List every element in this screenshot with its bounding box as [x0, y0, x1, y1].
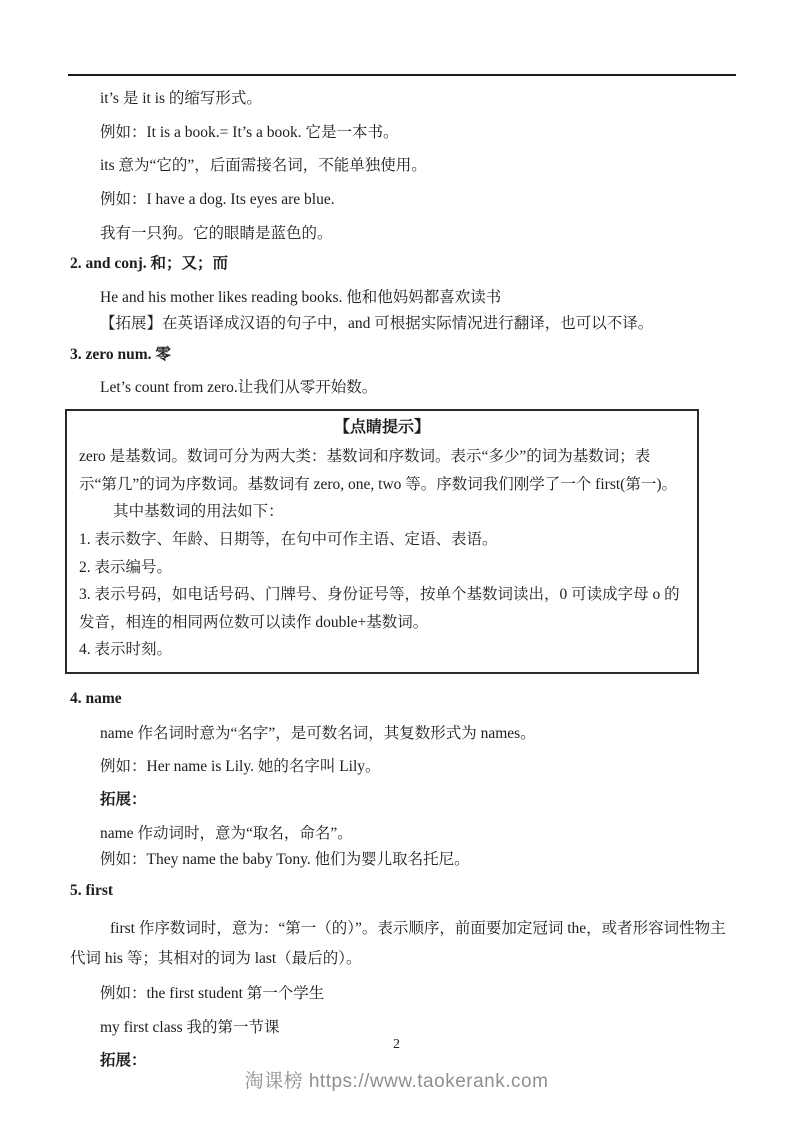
- tip-box-item-4: 4. 表示时刻。: [79, 641, 173, 659]
- paragraph-zero-example: Let’s count from zero.让我们从零开始数。: [100, 379, 378, 397]
- paragraph-its-possessive: its 意为“它的”，后面需接名词，不能单独使用。: [100, 157, 427, 175]
- paragraph-and-example: He and his mother likes reading books. 他和他妈妈都喜欢读书: [100, 289, 502, 307]
- section-heading-and: 2. and conj. 和；又；而: [70, 255, 229, 273]
- paragraph-example-dog: 例如：I have a dog. Its eyes are blue.: [100, 191, 335, 209]
- document-content: [70, 88, 730, 1084]
- section-heading-zero: 3. zero num. 零: [70, 345, 171, 363]
- expansion-label-first: 拓展：: [100, 1051, 147, 1069]
- paragraph-first-example-student: 例如：the first student 第一个学生: [100, 985, 325, 1003]
- tip-box-item-2: 2. 表示编号。: [79, 558, 173, 576]
- paragraph-name-example-tony: 例如：They name the baby Tony. 他们为婴儿取名托尼。: [100, 850, 470, 868]
- paragraph-its-contraction: it’s 是 it is 的缩写形式。: [100, 90, 262, 107]
- tip-box-item-3: 3. 表示号码，如电话号码、门牌号、身份证号等，按单个基数词读出，0 可读成字母 o 的发音，相连的相同两位数可以读作 double+基数词。: [79, 586, 680, 631]
- tip-box-title: 【点睛提示】: [333, 418, 430, 436]
- tip-box-item-1: 1. 表示数字、年龄、日期等，在句中可作主语、定语、表语。: [79, 531, 498, 548]
- paragraph-example-book: 例如：It is a book.= It’s a book. 它是一本书。: [100, 123, 399, 141]
- tip-box-paragraph-usage-intro: 其中基数词的用法如下：: [113, 503, 284, 521]
- section-heading-first: 5. first: [70, 882, 114, 900]
- section-heading-name: 4. name: [70, 689, 122, 707]
- paragraph-first-example-class: my first class 我的第一节课: [100, 1019, 280, 1037]
- tip-box-paragraph-cardinal: zero 是基数词。数词可分为两大类：基数词和序数词。表示“多少”的词为基数词；表示“第几”的词为序数词。基数词有 zero, one, two 等。序数词我们刚学了一个 first(第一)。: [79, 448, 677, 493]
- paragraph-dog-translation: 我有一只狗。它的眼睛是蓝色的。: [100, 224, 333, 242]
- expansion-label-name: 拓展：: [100, 791, 147, 809]
- watermark-text: 淘课榜 https://www.taokerank.com: [244, 1071, 549, 1092]
- page-number: 2: [393, 1037, 400, 1052]
- paragraph-name-example-lily: 例如：Her name is Lily. 她的名字叫 Lily。: [100, 758, 381, 776]
- header-rule: [68, 74, 736, 76]
- tip-box: [65, 409, 699, 674]
- paragraph-name-noun: name 作名词时意为“名字”，是可数名词，其复数形式为 names。: [100, 724, 536, 742]
- paragraph-name-verb: name 作动词时，意为“取名，命名”。: [100, 824, 353, 842]
- paragraph-and-expansion: 【拓展】在英语译成汉语的句子中，and 可根据实际情况进行翻译，也可以不译。: [100, 314, 654, 332]
- paragraph-first-ordinal: first 作序数词时，意为：“第一（的）”。表示顺序，前面要加定冠词 the，或者形容词性物主代词 his 等；其相对的词为 last（最后的）。: [70, 919, 726, 968]
